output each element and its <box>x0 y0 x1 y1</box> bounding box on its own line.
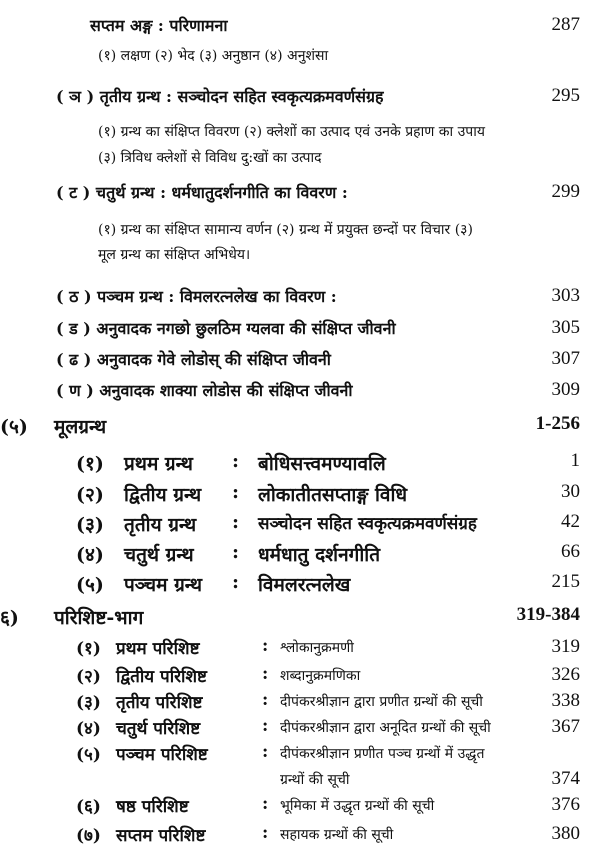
item-separator: : <box>262 690 269 710</box>
item-page: 367 <box>551 716 580 737</box>
item-number: (१) <box>76 639 101 659</box>
item-separator: : <box>262 664 269 684</box>
item-page: 376 <box>551 794 580 815</box>
entry-title: ( ढ ) अनुवादक गेवे लोडोस् की संक्षिप्त जीवनी <box>56 350 331 369</box>
subentry-text: (१) लक्षण (२) भेद (३) अनुष्ठान (४) अनुशंसा <box>98 48 329 64</box>
toc-entry-saptam-anga <box>0 14 600 38</box>
item-label: पञ्चम परिशिष्ट <box>116 745 208 765</box>
item-label: तृतीय ग्रन्थ <box>124 514 197 536</box>
entry-page: 299 <box>551 181 580 202</box>
item-description: श्लोकानुक्रमणी <box>280 640 354 656</box>
item-page: 319 <box>551 636 580 657</box>
entry-page: 303 <box>551 285 580 306</box>
item-label: चतुर्थ ग्रन्थ <box>124 544 194 566</box>
entry-page: 287 <box>551 14 580 35</box>
section-title: परिशिष्ट-भाग <box>54 607 144 629</box>
item-number: (३) <box>76 693 101 713</box>
item-separator: : <box>232 511 240 533</box>
entry-title: ( ठ ) पञ्चम ग्रन्थ : विमलरत्नलेख का विवरण : <box>56 287 337 306</box>
item-separator: : <box>232 571 240 593</box>
entry-page: 305 <box>551 317 580 338</box>
subentry-text: मूल ग्रन्थ का संक्षिप्त अभिधेय। <box>98 247 251 263</box>
item-number: (३) <box>76 514 104 536</box>
item-number: (२) <box>76 484 104 506</box>
item-separator: : <box>262 794 269 814</box>
item-number: (५) <box>76 574 104 596</box>
item-separator: : <box>232 481 240 503</box>
subentry-text: (१) ग्रन्थ का संक्षिप्त सामान्य वर्णन (२) ग्रन्थ में प्रयुक्त छन्दों पर विचार (३) <box>98 222 473 238</box>
item-number: (४) <box>76 719 101 739</box>
item-page: 326 <box>551 664 580 685</box>
subentry-text: (१) ग्रन्थ का संक्षिप्त विवरण (२) क्लेशों का उत्पाद एवं उनके प्रहाण का उपाय <box>98 124 485 140</box>
item-description: दीपंकरश्रीज्ञान द्वारा अनूदित ग्रन्थों की सूची <box>280 720 491 736</box>
item-number: (५) <box>76 745 101 765</box>
entry-title: ( ण ) अनुवादक शाक्या लोडोस की संक्षिप्त जीवनी <box>56 381 353 400</box>
item-description: दीपंकरश्रीज्ञान प्रणीत पञ्च ग्रन्थों में उद्धृत <box>280 746 485 762</box>
item-page: 66 <box>561 541 580 562</box>
item-name: सञ्चोदन सहित स्वकृत्यक्रमवर्णसंग्रह <box>258 514 477 534</box>
item-label: सप्तम परिशिष्ट <box>116 826 206 846</box>
item-separator: : <box>232 450 240 472</box>
section-title: मूलग्रन्थ <box>54 416 107 438</box>
item-separator: : <box>262 636 269 656</box>
entry-page: 295 <box>551 85 580 106</box>
entry-page: 309 <box>551 379 580 400</box>
item-separator: : <box>262 823 269 843</box>
item-label: प्रथम परिशिष्ट <box>116 639 200 659</box>
entry-title: ( ड ) अनुवादक नगछो छुलठिम ग्यलवा की संक्षिप्त जीवनी <box>56 319 396 338</box>
item-name: बोधिसत्त्वमण्यावलि <box>258 453 386 475</box>
item-number: (७) <box>76 826 101 846</box>
entry-page: 307 <box>551 348 580 369</box>
item-label: तृतीय परिशिष्ट <box>116 693 203 713</box>
item-description: शब्दानुक्रमणिका <box>280 668 361 684</box>
item-label: द्वितीय परिशिष्ट <box>116 667 207 687</box>
item-number: (२) <box>76 667 101 687</box>
item-page: 374 <box>551 768 580 789</box>
item-page: 380 <box>551 823 580 844</box>
entry-title: सप्तम अङ्ग : परिणामना <box>90 16 228 35</box>
section-pages: 1-256 <box>535 413 580 434</box>
item-description: दीपंकरश्रीज्ञान द्वारा प्रणीत ग्रन्थों की सूची <box>280 694 483 710</box>
item-number: (६) <box>76 797 101 817</box>
item-label: प्रथम ग्रन्थ <box>124 453 193 475</box>
item-name: धर्मधातु दर्शनगीति <box>258 544 381 566</box>
item-separator: : <box>262 716 269 736</box>
item-description: सहायक ग्रन्थों की सूची <box>280 827 394 843</box>
item-page: 338 <box>551 690 580 711</box>
item-description: भूमिका में उद्धृत ग्रन्थों की सूची <box>280 798 435 814</box>
item-page: 30 <box>561 481 580 502</box>
entry-title: ( ट ) चतुर्थ ग्रन्थ : धर्मधातुदर्शनगीति का विवरण : <box>56 183 348 202</box>
item-page: 1 <box>570 450 580 471</box>
item-label: पञ्चम ग्रन्थ <box>124 574 203 596</box>
item-label: द्वितीय ग्रन्थ <box>124 484 202 506</box>
item-label: षष्ठ परिशिष्ट <box>116 797 189 817</box>
item-description: ग्रन्थों की सूची <box>280 772 350 788</box>
section-pages: 319-384 <box>516 604 580 625</box>
section-number: ६) <box>0 607 19 629</box>
entry-title: ( ञ ) तृतीय ग्रन्थ : सञ्चोदन सहित स्वकृत्यक्रमवर्णसंग्रह <box>56 87 384 106</box>
section-number: (५) <box>0 416 28 438</box>
item-separator: : <box>232 541 240 563</box>
item-name: लोकातीतसप्ताङ्ग विधि <box>258 484 408 506</box>
subentry-text: (३) त्रिविध क्लेशों से विविध दु:खों का उत्पाद <box>98 150 322 166</box>
item-separator: : <box>262 742 269 762</box>
item-name: विमलरत्नलेख <box>258 574 351 596</box>
item-number: (४) <box>76 544 104 566</box>
item-page: 42 <box>561 511 580 532</box>
item-page: 215 <box>551 571 580 592</box>
item-number: (१) <box>76 453 104 475</box>
item-label: चतुर्थ परिशिष्ट <box>116 719 201 739</box>
